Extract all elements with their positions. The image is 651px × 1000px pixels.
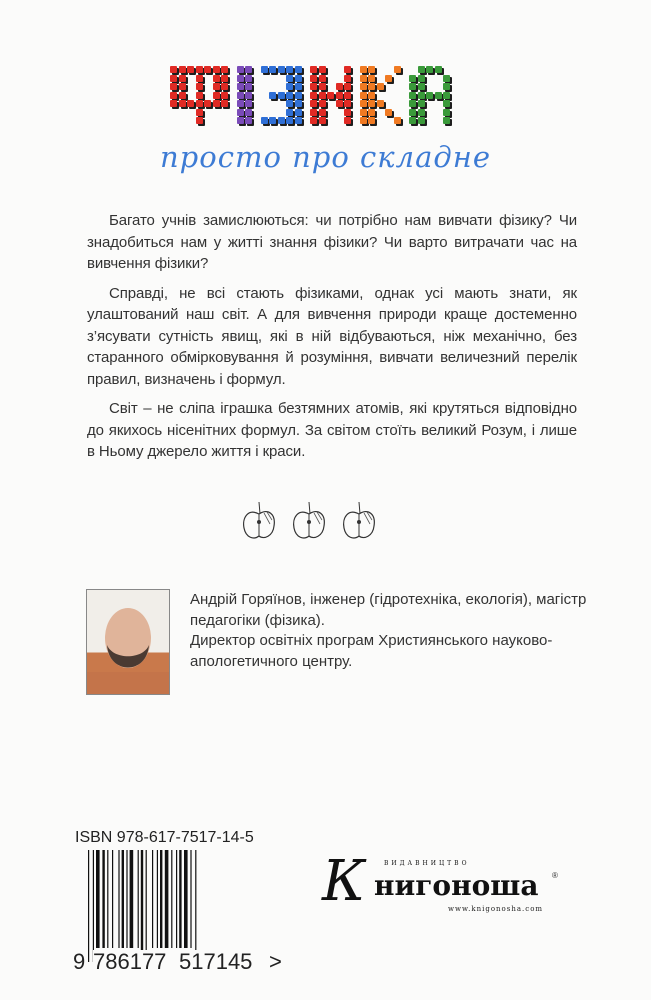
title-pixel — [310, 100, 317, 107]
title-pixel — [319, 117, 326, 124]
author-position: Директор освітніх програм Християнського науково-апологетичного центру. — [190, 632, 553, 670]
title-pixel — [435, 92, 442, 99]
title-pixel — [385, 75, 392, 82]
title-pixel — [394, 117, 401, 124]
title-pixel — [179, 83, 186, 90]
title-pixel — [269, 117, 276, 124]
title-pixel — [409, 75, 416, 82]
title-pixel — [245, 75, 252, 82]
barcode-digits — [73, 950, 293, 974]
title-pixel — [179, 100, 186, 107]
title-pixel — [443, 100, 450, 107]
author-bio — [190, 590, 590, 672]
registered-mark: ® — [552, 871, 558, 880]
title-pixel — [360, 75, 367, 82]
title-pixel — [245, 92, 252, 99]
description-paragraph: Світ – не сліпа іграшка безтямних атомів, які крутяться відповідно до якихось нісенітних формул. За світом стоїть великий Розум, і лише в Ньому джерело життя і краси. — [87, 400, 577, 460]
apple-half-icon — [290, 498, 328, 542]
title-pixel — [213, 92, 220, 99]
barcode-bar — [88, 850, 89, 962]
title-pixel — [418, 100, 425, 107]
title-pixel — [319, 109, 326, 116]
title-pixel — [170, 92, 177, 99]
barcode-bar — [195, 850, 196, 962]
title-pixel — [196, 100, 203, 107]
title-pixel — [245, 100, 252, 107]
barcode-bar — [176, 850, 177, 948]
title-pixel — [286, 109, 293, 116]
title-pixel — [295, 117, 302, 124]
title-pixel — [385, 109, 392, 116]
title-pixel — [237, 75, 244, 82]
barcode — [86, 850, 246, 962]
title-pixel — [295, 75, 302, 82]
apple-divider — [240, 498, 378, 542]
title-pixel — [418, 75, 425, 82]
title-pixel — [443, 92, 450, 99]
title-pixel — [261, 117, 268, 124]
description-paragraph: Справді, не всі стають фізиками, однак усі мають знати, як улаштований наш світ. А для вивчення природи краще достеменно з’ясувати сутність явищ, які в ній відбуваються, ніж механічно, без старанного обмірковування й розуміння, вивчати величезний перелік правил, визначень і формул. — [87, 284, 577, 388]
title-pixel — [443, 75, 450, 82]
title-pixel — [344, 100, 351, 107]
title-pixel — [310, 109, 317, 116]
title-pixel — [409, 109, 416, 116]
publisher-url: www.knigonosha.com — [448, 905, 544, 913]
barcode-digit-first: 9 — [73, 949, 86, 974]
title-pixel — [418, 117, 425, 124]
barcode-bar — [179, 850, 181, 948]
title-pixel — [360, 66, 367, 73]
title-pixel — [213, 83, 220, 90]
title-pixel — [368, 75, 375, 82]
title-pixel — [237, 100, 244, 107]
title-pixel — [418, 66, 425, 73]
title-pixel — [245, 66, 252, 73]
title-pixel — [435, 66, 442, 73]
title-pixel — [245, 83, 252, 90]
title-pixel — [344, 83, 351, 90]
title-pixel — [221, 75, 228, 82]
title-pixel — [179, 75, 186, 82]
title-pixel — [295, 83, 302, 90]
title-pixel — [360, 117, 367, 124]
title-pixel — [344, 66, 351, 73]
barcode-bar — [184, 850, 188, 948]
title-pixel — [319, 92, 326, 99]
book-subtitle: просто про складне — [160, 140, 491, 174]
title-pixel — [360, 92, 367, 99]
title-pixel — [204, 66, 211, 73]
title-pixel — [418, 109, 425, 116]
title-pixel — [221, 100, 228, 107]
title-pixel — [261, 66, 268, 73]
title-pixel — [187, 66, 194, 73]
title-pixel — [170, 75, 177, 82]
title-pixel — [170, 83, 177, 90]
title-pixel — [213, 100, 220, 107]
title-pixel — [295, 66, 302, 73]
title-pixel — [336, 92, 343, 99]
title-letter — [261, 66, 304, 126]
title-pixel — [237, 109, 244, 116]
title-pixel — [286, 75, 293, 82]
title-pixel — [221, 66, 228, 73]
title-pixel — [319, 75, 326, 82]
title-pixel — [196, 117, 203, 124]
title-pixel — [213, 66, 220, 73]
title-pixel — [319, 83, 326, 90]
title-pixel — [327, 92, 334, 99]
title-pixel — [368, 66, 375, 73]
barcode-bar — [171, 850, 172, 948]
barcode-bar — [96, 850, 100, 948]
apple-half-icon — [240, 498, 278, 542]
title-pixel — [196, 75, 203, 82]
title-pixel — [196, 66, 203, 73]
author-photo — [86, 589, 170, 695]
title-pixel — [221, 92, 228, 99]
title-pixel — [368, 83, 375, 90]
title-pixel — [245, 117, 252, 124]
barcode-bar — [93, 850, 94, 962]
description-paragraph: Багато учнів замислюються: чи потрібно нам вивчати фізику? Чи знадобиться нам у житті знання фізики? Чи варто витрачати час на вивчення фізики? — [87, 212, 577, 272]
barcode-bar — [130, 850, 134, 948]
title-pixel — [213, 75, 220, 82]
title-pixel — [368, 109, 375, 116]
barcode-bar — [122, 850, 124, 948]
title-pixel — [344, 92, 351, 99]
title-pixel — [336, 100, 343, 107]
title-pixel — [344, 75, 351, 82]
title-pixel — [394, 66, 401, 73]
title-pixel — [360, 109, 367, 116]
title-pixel — [443, 83, 450, 90]
description — [87, 210, 577, 471]
title-pixel — [409, 117, 416, 124]
title-pixel — [269, 92, 276, 99]
title-pixel — [443, 109, 450, 116]
title-pixel — [368, 92, 375, 99]
title-pixel — [286, 66, 293, 73]
title-letter — [360, 66, 403, 126]
title-pixel — [336, 83, 343, 90]
title-pixel — [344, 109, 351, 116]
barcode-bar — [190, 850, 191, 948]
title-pixel — [286, 117, 293, 124]
title-pixel — [187, 100, 194, 107]
barcode-bar — [112, 850, 113, 948]
title-pixel — [295, 109, 302, 116]
barcode-bar — [160, 850, 162, 948]
barcode-digits-left: 786177 — [93, 949, 167, 974]
barcode-bar — [146, 850, 147, 962]
barcode-bar — [141, 850, 143, 962]
title-pixel — [418, 83, 425, 90]
title-pixel — [310, 66, 317, 73]
barcode-bar — [126, 850, 127, 948]
title-pixel — [310, 75, 317, 82]
title-pixel — [286, 83, 293, 90]
title-pixel — [237, 66, 244, 73]
title-pixel — [170, 66, 177, 73]
barcode-bar — [107, 850, 108, 948]
title-pixel — [344, 117, 351, 124]
title-pixel — [360, 100, 367, 107]
title-pixel — [170, 100, 177, 107]
title-letter — [170, 66, 230, 126]
title-pixel — [310, 117, 317, 124]
title-pixel — [286, 92, 293, 99]
title-pixel — [377, 100, 384, 107]
barcode-arrow: > — [269, 949, 282, 974]
title-pixel — [426, 66, 433, 73]
title-pixel — [278, 66, 285, 73]
publisher-initial: К — [322, 849, 366, 914]
title-pixel — [245, 109, 252, 116]
title-pixel — [286, 100, 293, 107]
title-pixel — [237, 83, 244, 90]
title-pixel — [278, 92, 285, 99]
title-pixel — [196, 83, 203, 90]
title-letter — [237, 66, 254, 126]
barcode-bar — [118, 850, 119, 948]
barcode-bar — [165, 850, 169, 948]
title-pixel — [278, 117, 285, 124]
title-pixel — [295, 92, 302, 99]
title-pixel — [221, 83, 228, 90]
title-pixel — [368, 100, 375, 107]
title-pixel — [377, 83, 384, 90]
title-pixel — [237, 92, 244, 99]
publisher-label: ВИДАВНИЦТВО — [384, 860, 470, 867]
publisher-logo — [322, 849, 576, 918]
title-pixel — [196, 92, 203, 99]
apple-half-icon — [340, 498, 378, 542]
author-description: Андрій Горяїнов, інженер (гідротехніка, екологія), магістр педагогіки (фізика). — [190, 591, 587, 629]
barcode-bar — [138, 850, 139, 948]
title-pixel — [409, 92, 416, 99]
title-pixel — [269, 66, 276, 73]
barcode-bar — [157, 850, 158, 948]
title-pixel — [418, 92, 425, 99]
title-pixel — [368, 117, 375, 124]
title-pixel — [319, 100, 326, 107]
title-pixel — [409, 83, 416, 90]
title-pixel — [295, 100, 302, 107]
title-pixel — [409, 100, 416, 107]
title-pixel — [310, 83, 317, 90]
title-pixel — [179, 92, 186, 99]
title-pixel — [237, 117, 244, 124]
title-letter — [409, 66, 452, 126]
title-pixel — [443, 117, 450, 124]
title-pixel — [360, 83, 367, 90]
title-pixel — [426, 92, 433, 99]
isbn-number: ISBN 978-617-7517-14-5 — [75, 829, 254, 846]
title-pixel — [204, 100, 211, 107]
title-pixel — [319, 66, 326, 73]
title-pixel — [196, 109, 203, 116]
title-pixel — [179, 66, 186, 73]
barcode-bar — [152, 850, 153, 948]
book-title-logo — [170, 66, 452, 126]
barcode-digits-right: 517145 — [179, 949, 253, 974]
publisher-name: нигоноша — [374, 869, 539, 902]
title-pixel — [310, 92, 317, 99]
title-letter — [310, 66, 353, 126]
barcode-bar — [102, 850, 104, 948]
